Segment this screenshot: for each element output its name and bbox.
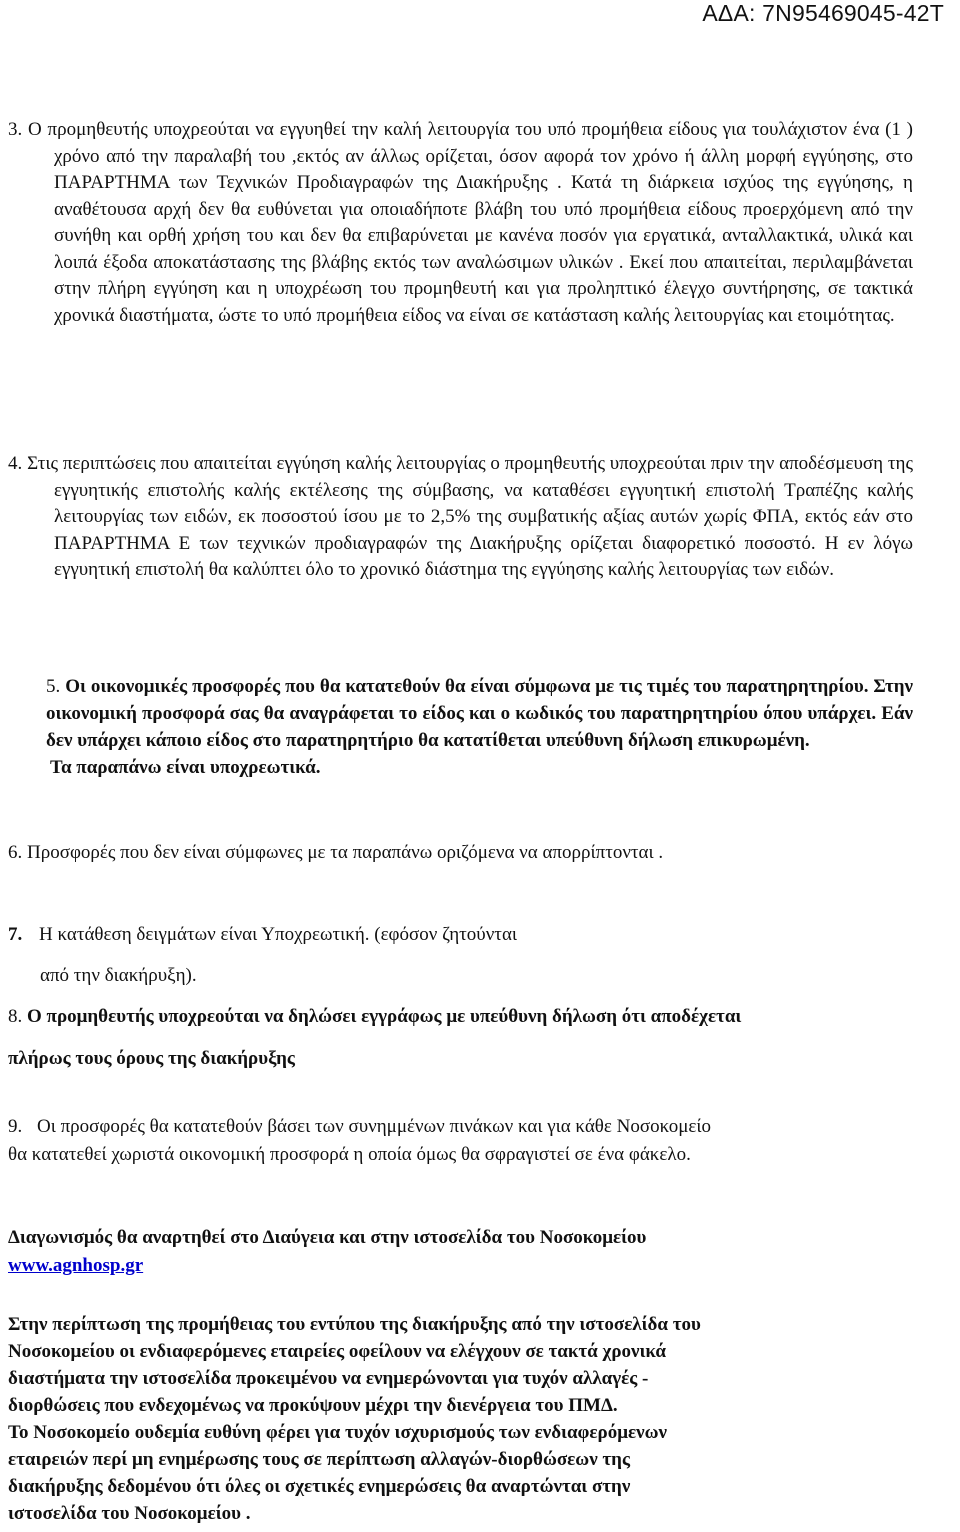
website-link[interactable]: www.agnhosp.gr bbox=[8, 1255, 144, 1276]
section-3-number: 3. bbox=[8, 119, 23, 140]
section-6 bbox=[8, 842, 663, 864]
section-7 bbox=[8, 924, 517, 946]
section-6-text: Προσφορές που δεν είναι σύμφωνες με τα παραπάνω οριζόμενα να απορρίπτονται . bbox=[27, 842, 664, 863]
section-9-text: Οι προσφορές θα κατατεθούν βάσει των συνημμένων πινάκων και για κάθε Νοσοκομείο bbox=[37, 1116, 711, 1137]
section-8 bbox=[8, 1006, 741, 1028]
section-8-text: Ο προμηθευτής υποχρεούται να δηλώσει εγγράφως με υπεύθυνη δήλωση ότι αποδέχεται bbox=[27, 1006, 742, 1027]
notice-line: διορθώσεις που ενδεχομένως να προκύψουν μέχρι την διενέργεια του ΠΜΔ. bbox=[8, 1395, 618, 1416]
section-9-number: 9. bbox=[8, 1116, 23, 1137]
section-7-text: Η κατάθεση δειγμάτων είναι Υποχρεωτική. (εφόσον ζητούνται bbox=[39, 924, 518, 945]
section-8-number: 8. bbox=[8, 1006, 23, 1027]
section-5-number: 5. bbox=[46, 676, 61, 697]
posting-link-wrap bbox=[8, 1255, 143, 1277]
section-5 bbox=[46, 673, 913, 781]
section-5-text: Οι οικονομικές προσφορές που θα κατατεθούν θα είναι σύμφωνα με τις τιμές του παρατηρητηρίου. Στην οικονομική προσφορά σας θα αναγράφεται το είδος και ο κωδικός του παρατηρητηρίου όπου υπάρχει. Εάν δεν υπάρχει κάποιο είδος στο παρατηρητήριο θα κατατίθεται υπεύθυνη δήλωση επικυρωμένη. bbox=[46, 676, 913, 751]
notice-line: Στην περίπτωση της προμήθειας του εντύπου της διακήρυξης από την ιστοσελίδα του bbox=[8, 1314, 701, 1335]
notice-line: ιστοσελίδα του Νοσοκομείου . bbox=[8, 1503, 251, 1524]
section-7-number: 7. bbox=[8, 924, 23, 945]
section-4 bbox=[8, 451, 913, 584]
section-8-cont: πλήρως τους όρους της διακήρυξης bbox=[8, 1048, 295, 1069]
section-3-text: Ο προμηθευτής υποχρεούται να εγγυηθεί την καλή λειτουργία του υπό προμήθεια είδους για τουλάχιστον ένα (1 ) χρόνο από την παραλαβή του ,εκτός αν άλλως ορίζεται, όσον αφορά τον χρόνο ή άλλη μορφή εγγύησης, στο ΠΑΡΑΡΤΗΜΑ των Τεχνικών Προδιαγραφών της Διακήρυξης . Κατά τη διάρκεια ισχύος της εγγύησης, η αναθέτουσα αρχή δεν θα ευθύνεται για οποιαδήποτε βλάβη του υπό προμήθεια είδους προερχόμενη από την συνήθη και ορθή χρήση του και δεν θα επιβαρύνεται με κανένα ποσόν για εργατικά, ανταλλακτικά, υλικά και λοιπά έξοδα αποκατάστασης της βλάβης εκτός των αναλώσιμων υλικών . Εκεί που απαιτείται, περιλαμβάνεται στην πλήρη εγγύηση και η υποχρέωση του προμηθευτή και για προληπτικό έλεγχο συντήρησης, σε τακτικά χρονικά διαστήματα, ώστε το υπό προμήθεια είδος να είναι σε κατάσταση καλής λειτουργίας και ετοιμότητας. bbox=[28, 119, 914, 326]
notice-line: Νοσοκομείου οι ενδιαφερόμενες εταιρείες οφείλουν να ελέγχουν σε τακτά χρονικά bbox=[8, 1341, 666, 1362]
notice-block bbox=[8, 1311, 888, 1527]
notice-line: διαστήματα την ιστοσελίδα προκειμένου να ενημερώνονται για τυχόν αλλαγές - bbox=[8, 1368, 649, 1389]
section-9 bbox=[8, 1116, 711, 1138]
ada-number: ΑΔΑ: 7Ν95469045-42Τ bbox=[702, 0, 944, 26]
section-6-number: 6. bbox=[8, 842, 23, 863]
notice-line: εταιρειών περί μη ενημέρωσης τους σε περίπτωση αλλαγών-διορθώσεων της bbox=[8, 1449, 630, 1470]
section-3 bbox=[8, 117, 913, 329]
posting-text: Διαγωνισμός θα αναρτηθεί στο Διαύγεια και στην ιστοσελίδα του Νοσοκομείου bbox=[8, 1227, 647, 1248]
section-5-note: Τα παραπάνω είναι υποχρεωτικά. bbox=[50, 757, 321, 778]
notice-line: διακήρυξης δεδομένου ότι όλες οι σχετικές ενημερώσεις θα αναρτώνται στην bbox=[8, 1476, 631, 1497]
section-4-text: Στις περιπτώσεις που απαιτείται εγγύηση καλής λειτουργίας ο προμηθευτής υποχρεούται πριν την αποδέσμευση της εγγυητικής επιστολής καλής εκτέλεσης της σύμβασης, να καταθέσει εγγυητική επιστολή Τραπέζης καλής λειτουργίας των ειδών, εκ ποσοστού ίσου με το 2,5% της συμβατικής αξίας αυτών χωρίς ΦΠΑ, εκτός εάν στο ΠΑΡΑΡΤΗΜΑ Ε των τεχνικών προδιαγραφών της Διακήρυξης ορίζεται διαφορετικό ποσοστό. Η εν λόγω εγγυητική επιστολή θα καλύπτει όλο το χρονικό διάστημα της εγγύησης καλής λειτουργίας των ειδών. bbox=[27, 453, 914, 580]
notice-line: Το Νοσοκομείο ουδεμία ευθύνη φέρει για τυχόν ισχυρισμούς των ενδιαφερόμενων bbox=[8, 1422, 667, 1443]
section-7-cont: από την διακήρυξη). bbox=[40, 965, 197, 986]
section-4-number: 4. bbox=[8, 453, 23, 474]
section-9-cont: θα κατατεθεί χωριστά οικονομική προσφορά η οποία όμως θα σφραγιστεί σε ένα φάκελο. bbox=[8, 1144, 691, 1165]
